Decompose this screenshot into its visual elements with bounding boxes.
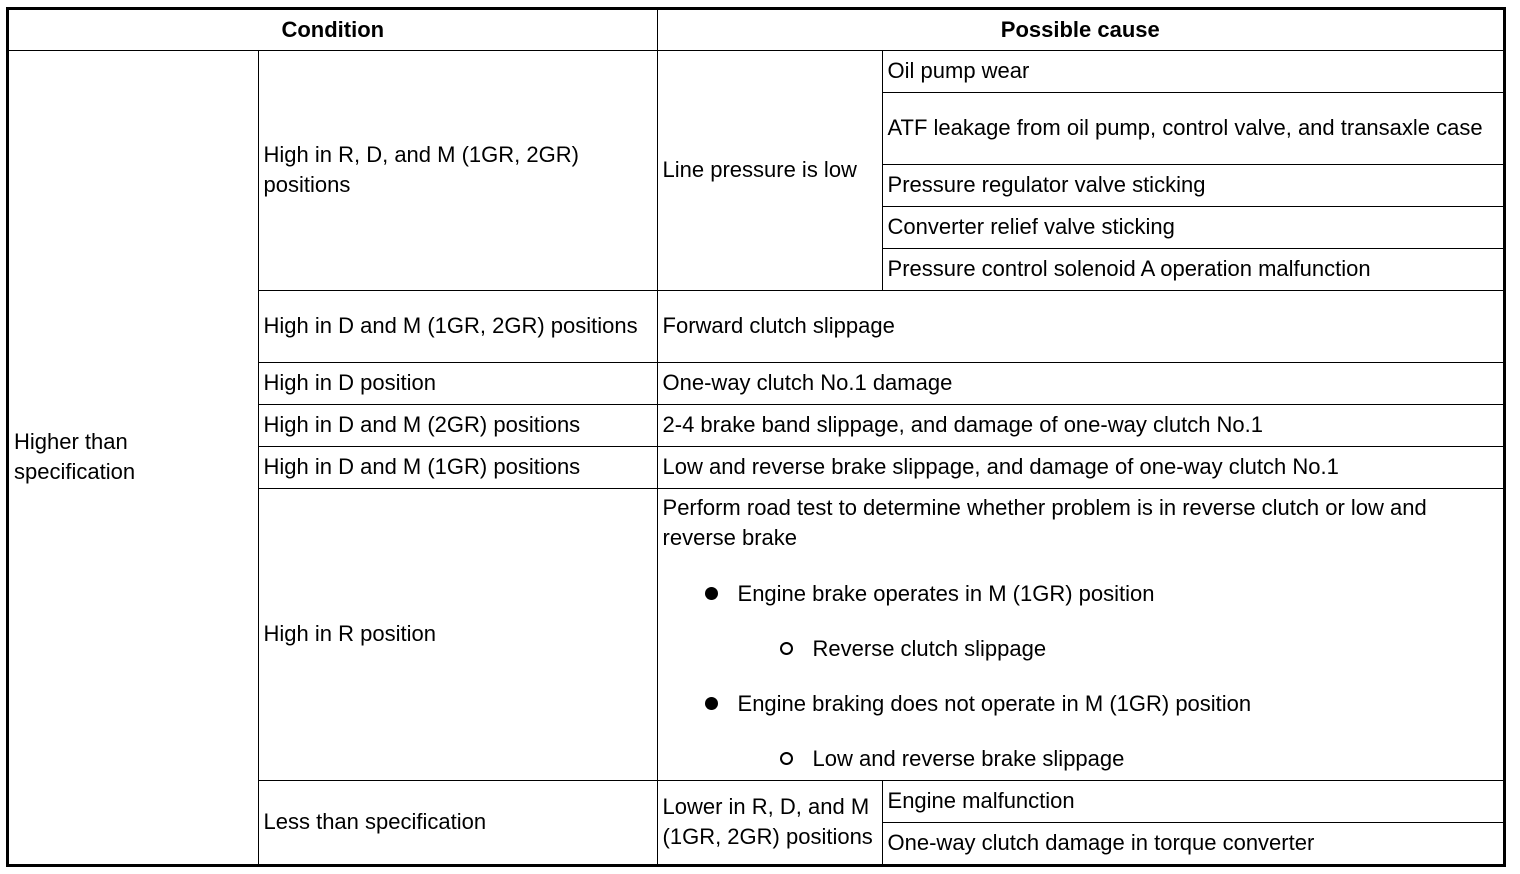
cause-cell: Engine malfunction — [882, 780, 1503, 822]
condition-header: Condition — [9, 10, 657, 50]
road-test-case-2 — [663, 689, 1499, 719]
table-row — [9, 50, 1503, 92]
possible-cause-header: Possible cause — [657, 10, 1503, 50]
condition-higher-cell: Higher than specification — [9, 50, 258, 864]
road-test-case-2-result — [663, 744, 1499, 774]
cause-cell: Pressure control solenoid A operation malfunction — [882, 248, 1503, 290]
road-test-case-1-text: Engine brake operates in M (1GR) position — [737, 580, 1155, 606]
condition-less-cell: Less than specification — [258, 780, 657, 864]
cause-cell: Pressure regulator valve sticking — [882, 164, 1503, 206]
road-test-intro: Perform road test to determine whether problem is in reverse clutch or low and reverse brake — [662, 494, 1427, 550]
bullet-dot-icon — [705, 587, 718, 600]
detail-cell: High in D and M (1GR, 2GR) positions — [258, 290, 657, 362]
cause-cell: 2-4 brake band slippage, and damage of one-way clutch No.1 — [657, 404, 1503, 446]
bullet-circle-icon — [780, 642, 793, 655]
detail-cell: High in R, D, and M (1GR, 2GR) positions — [258, 50, 657, 290]
bullet-dot-icon — [705, 697, 718, 710]
road-test-case-1-result-text: Reverse clutch slippage — [812, 635, 1047, 661]
cause-cell: One-way clutch damage in torque converter — [882, 822, 1503, 864]
road-test-case-1 — [663, 579, 1499, 609]
diagnosis-table — [6, 7, 1506, 867]
cause-cell: ATF leakage from oil pump, control valve, and transaxle case — [882, 92, 1503, 164]
header-row — [9, 10, 1503, 50]
road-test-case-2-text: Engine braking does not operate in M (1GR) position — [737, 690, 1252, 716]
cause-cell: Converter relief valve sticking — [882, 206, 1503, 248]
detail-cell: High in D and M (2GR) positions — [258, 404, 657, 446]
cause-cell: One-way clutch No.1 damage — [657, 362, 1503, 404]
bullet-circle-icon — [780, 752, 793, 765]
cause-cell: Forward clutch slippage — [657, 290, 1503, 362]
road-test-case-2-result-text: Low and reverse brake slippage — [812, 745, 1125, 771]
cause-cell: Oil pump wear — [882, 50, 1503, 92]
sub-condition-cell: Line pressure is low — [657, 50, 882, 290]
road-test-case-1-result — [663, 634, 1499, 664]
detail-cell: High in R position — [258, 488, 657, 780]
detail-cell: High in D position — [258, 362, 657, 404]
road-test-cell — [657, 488, 1503, 780]
cause-cell: Low and reverse brake slippage, and damage of one-way clutch No.1 — [657, 446, 1503, 488]
detail-cell: Lower in R, D, and M (1GR, 2GR) positions — [657, 780, 882, 864]
detail-cell: High in D and M (1GR) positions — [258, 446, 657, 488]
